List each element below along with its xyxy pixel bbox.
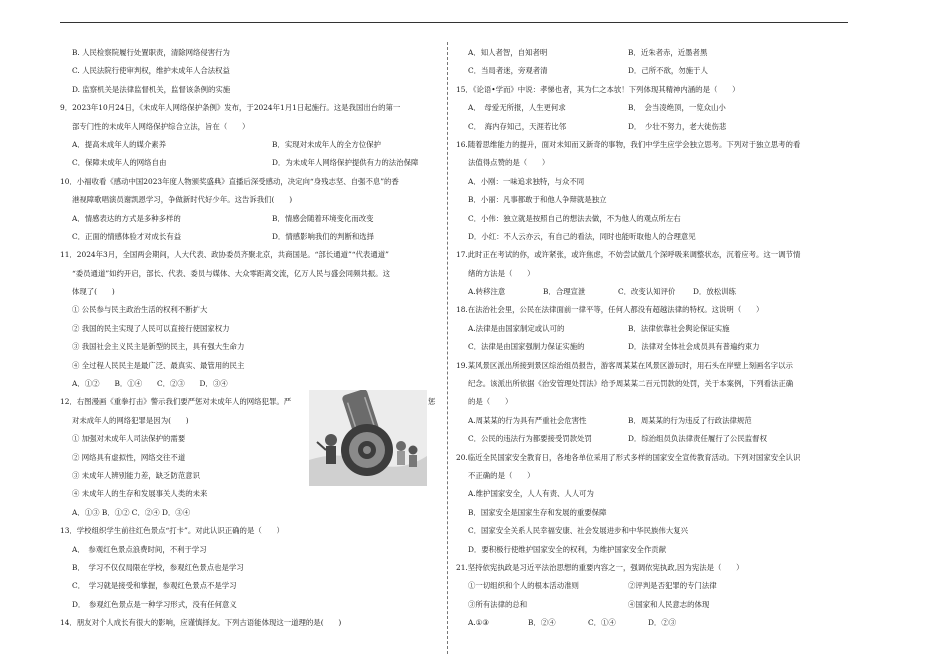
q21-items-12	[456, 577, 848, 595]
q21-item-1: ①一切组织和个人的根本活动准则	[468, 581, 579, 591]
q17-option-a: A.转移注意	[468, 287, 506, 297]
q14-option-b: B．近朱者赤，近墨者黑	[628, 48, 708, 57]
q21-option-a: A.①③	[468, 618, 489, 628]
q12-item-1: ① 加强对未成年人司法保护的需要	[72, 434, 186, 444]
q16-option-c: C．小伟：独立就是按照自己的想法去做，不为他人的观点所左右	[468, 213, 681, 223]
q14-options-ab	[456, 44, 848, 62]
q15-option-d: D． 少壮不努力，老大徒伤悲	[628, 121, 727, 131]
q15-options-ab	[456, 99, 848, 117]
q17-option-c: C．改变认知评价	[618, 287, 676, 297]
q12-item-3: ③ 未成年人辨别能力差，缺乏防范意识	[72, 470, 200, 480]
q14-option-d: D．己所不欲，勿施于人	[628, 66, 708, 76]
q20-option-b: B．国家安全是国家生存和发展的重要保障	[468, 507, 607, 517]
q21-options	[456, 614, 708, 632]
q10-options-cd	[60, 228, 442, 246]
q16-option-a: A．小刚：一味追求独特，与众不同	[468, 176, 585, 186]
q12-item-2: ② 网络具有虚拟性，网络交往不道	[72, 452, 186, 462]
q12-stem-text: 12．右图漫画《重拳打击》警示我们要严惩对未成年人的网络犯罪。严	[60, 397, 292, 407]
q14-option-c: C．当局者迷，旁观者清	[468, 66, 548, 76]
q19-stem-cont: 纪念。该派出所依据《治安管理处罚法》给予周某某二百元罚款的处罚，关于本案例，下列看法正确	[468, 379, 794, 389]
column-divider	[447, 42, 448, 654]
q9-stem: 9．2023年10月24日，《未成年人网络保护条例》发布，于2024年1月1日起施行。这是我国出台的第一	[60, 103, 401, 113]
q20-option-c: C．国家安全关系人民幸福安康、社会发展进步和中华民族伟大复兴	[468, 526, 688, 536]
q10-option-c: C．正面的情感体验才对成长有益	[72, 231, 182, 241]
q8-option-b: B. 人民检察院履行处置职责，清除网络侵害行为	[72, 48, 230, 57]
q19-option-b: B．周某某的行为违反了行政法律规范	[628, 415, 752, 425]
q11-option-c: C．②③	[157, 379, 185, 389]
q9-options-ab	[60, 136, 442, 154]
q14-option-a: A．知人者智，自知者明	[468, 48, 548, 57]
q13-option-d: D． 参观红色景点是一种学习形式，没有任何意义	[72, 599, 237, 609]
q12-item-4: ④ 未成年人的生存和发展事关人类的未来	[72, 489, 208, 499]
q9-option-a: A．提高未成年人的媒介素养	[72, 139, 167, 149]
q11-item-4: ④ 全过程人民民主是最广泛、最真实、最管用的民主	[72, 360, 245, 370]
q21-item-3: ③所有法律的总和	[468, 599, 528, 609]
q11-item-1: ① 公民参与民主政治生活的权利不断扩大	[72, 305, 208, 315]
q19-options-ab	[456, 412, 848, 430]
left-column	[60, 44, 442, 633]
q18-option-c: C．法律是由国家强制力保证实施的	[468, 342, 585, 352]
q21-option-c: C．①④	[588, 618, 616, 628]
q15-option-a: A． 母爱无所报，人生更何求	[468, 103, 566, 113]
q21-stem: 21.坚持依宪执政是习近平法治思想的重要内容之一，强调依宪执政,因为宪法是（ ）	[456, 562, 744, 572]
q13-option-a: A． 参观红色景点浪费时间，不利于学习	[72, 544, 207, 554]
q18-option-a: A.法律是由国家制定或认可的	[468, 323, 565, 333]
q20-stem-cont: 不正确的是（ ）	[468, 470, 535, 480]
q10-option-d: D．情感影响我们的判断和选择	[272, 231, 375, 241]
q21-items-34	[456, 596, 848, 614]
q10-option-a: A．情感表达的方式是多种多样的	[72, 213, 181, 223]
q18-options-cd	[456, 338, 848, 356]
q15-option-b: B． 会当凌绝顶，一览众山小	[628, 103, 726, 113]
q14-options-cd	[456, 62, 848, 80]
q19-stem: 19.某风景区派出所接到景区综治组员报告，游客周某某在风景区游玩时，用石头在岸壁上刻画名字以示	[456, 360, 793, 370]
q10-stem-cont: 港视障歌唱演员谢凯恩学习，争做新时代好少年。这告诉我们( )	[72, 195, 293, 205]
q17-option-b: B．合理宣泄	[543, 287, 586, 297]
q9-stem-cont: 部专门性的未成年人网络保护综合立法，旨在（ ）	[72, 121, 250, 131]
q13-option-b: B． 学习不仅仅局限在学校，参观红色景点也是学习	[72, 562, 244, 572]
q18-option-d: D．法律对全体社会成员具有普遍约束力	[628, 342, 760, 352]
q8-option-d: D. 监察机关是法律监督机关，监督该条例的实施	[72, 84, 231, 94]
q19-option-d: D．综治组员负法律责任履行了公民监督权	[628, 434, 767, 444]
right-column	[456, 44, 848, 633]
q12-options: A．①③ B．①② C．②④ D．③④	[72, 507, 191, 517]
q17-options	[456, 283, 768, 301]
q16-stem-cont: 法值得点赞的是（ ）	[468, 158, 550, 168]
q18-stem: 18.在法治社会里，公民在法律面前一律平等，任何人都没有超越法律的特权。这说明（ ）	[456, 305, 764, 315]
q21-option-b: B．②④	[528, 618, 556, 628]
q16-option-d: D．小红：不人云亦云，有自己的看法，同时也能听取他人的合理意见	[468, 231, 696, 241]
q10-options-ab	[60, 210, 442, 228]
cartoon-illustration	[309, 390, 427, 486]
q18-options-ab	[456, 320, 848, 338]
q21-item-4: ④国家和人民意志的体现	[628, 599, 710, 609]
q17-option-d: D．放松训练	[693, 287, 736, 297]
q19-stem-end: 的是（ ）	[468, 397, 513, 407]
q9-option-d: D．为未成年人网络保护提供有力的法治保障	[272, 158, 419, 168]
q18-option-b: B．法律依靠社会舆论保证实施	[628, 323, 730, 333]
q20-option-a: A.维护国家安全，人人有责、人人可为	[468, 489, 594, 499]
q19-option-c: C．公民的违法行为都要接受罚款处罚	[468, 434, 592, 444]
q15-option-c: C． 海内存知己，天涯若比邻	[468, 121, 567, 131]
q19-option-a: A.周某某的行为具有严重社会危害性	[468, 415, 587, 425]
q8-option-c: C. 人民法院行使审判权，维护未成年人合法权益	[72, 66, 230, 76]
q21-item-2: ②评判是否犯罪的专门法律	[628, 581, 717, 591]
q11-stem: 11．2024年3月，全国两会期间，人大代表、政协委员齐聚北京，共商国是。“部长通道”“代表通道”	[60, 250, 389, 260]
q21-option-d: D．②③	[648, 618, 677, 628]
top-rule	[60, 22, 848, 23]
q11-item-3: ③ 我国社会主义民主是新型的民主，具有强大生命力	[72, 342, 245, 352]
q20-stem: 20.临近全民国家安全教育日，各地各单位采用了形式多样的国家安全宣传教育活动。下列对国家安全认识	[456, 452, 801, 462]
q11-option-b: B．①④	[114, 379, 143, 389]
q12-stem-tail: 惩	[428, 397, 436, 407]
q11-stem-cont: “委员通道”如约开启，部长、代表、委员与媒体、大众零距离交流，亿万人民与盛会同频共振。这	[72, 268, 390, 278]
q16-option-b: B．小丽：凡事都敢于和他人争辩就是独立	[468, 195, 607, 205]
q10-stem: 10．小福收看《感动中国2023年度人物颁奖盛典》直播后深受感动，决定向“身残志坚、自强不息”的香	[60, 176, 399, 186]
q17-stem-cont: 绪的方法是（ ）	[468, 268, 535, 278]
q13-stem: 13．学校组织学生前往红色景点“打卡”。对此认识正确的是（ ）	[60, 526, 284, 536]
q10-option-b: B．情感会随着环境变化而改变	[272, 213, 374, 223]
q9-option-c: C．保障未成年人的网络自由	[72, 158, 167, 168]
q16-stem: 16.随着思维能力的提升，面对未知而又新奇的事物，我们中学生应学会独立思考。下列对于独立思考的看	[456, 139, 801, 149]
q12-stem-cont: 对未成年人的网络犯罪是因为( )	[72, 415, 189, 425]
q20-option-d: D．要积极行使维护国家安全的权利，为维护国家安全作贡献	[468, 544, 667, 554]
q13-option-c: C． 学习就是接受和掌握，参观红色景点不是学习	[72, 581, 237, 591]
q9-option-b: B．实现对未成年人的全方位保护	[272, 139, 381, 149]
q11-option-d: D．③④	[199, 379, 228, 389]
q11-options	[60, 375, 242, 393]
q11-stem-end: 体现了( )	[72, 287, 115, 297]
q11-option-a: A．①②	[72, 379, 100, 389]
q17-stem: 17.此时正在考试的你，或许紧张，或许焦虑，不妨尝试做几个深呼吸来调整状态，沉着应考。这一调节情	[456, 250, 801, 260]
q9-options-cd	[60, 154, 442, 172]
q14-stem: 14．朋友对个人成长有很大的影响，应谨慎择友。下列古语能体现这一道理的是( )	[60, 618, 342, 628]
q19-options-cd	[456, 430, 848, 448]
q15-options-cd	[456, 118, 848, 136]
q11-item-2: ② 我国的民主实现了人民可以直接行使国家权力	[72, 323, 230, 333]
q15-stem: 15．《论语•学而》中说：孝悌也者，其为仁之本欤！下列体现其精神内涵的是（ ）	[456, 84, 740, 94]
